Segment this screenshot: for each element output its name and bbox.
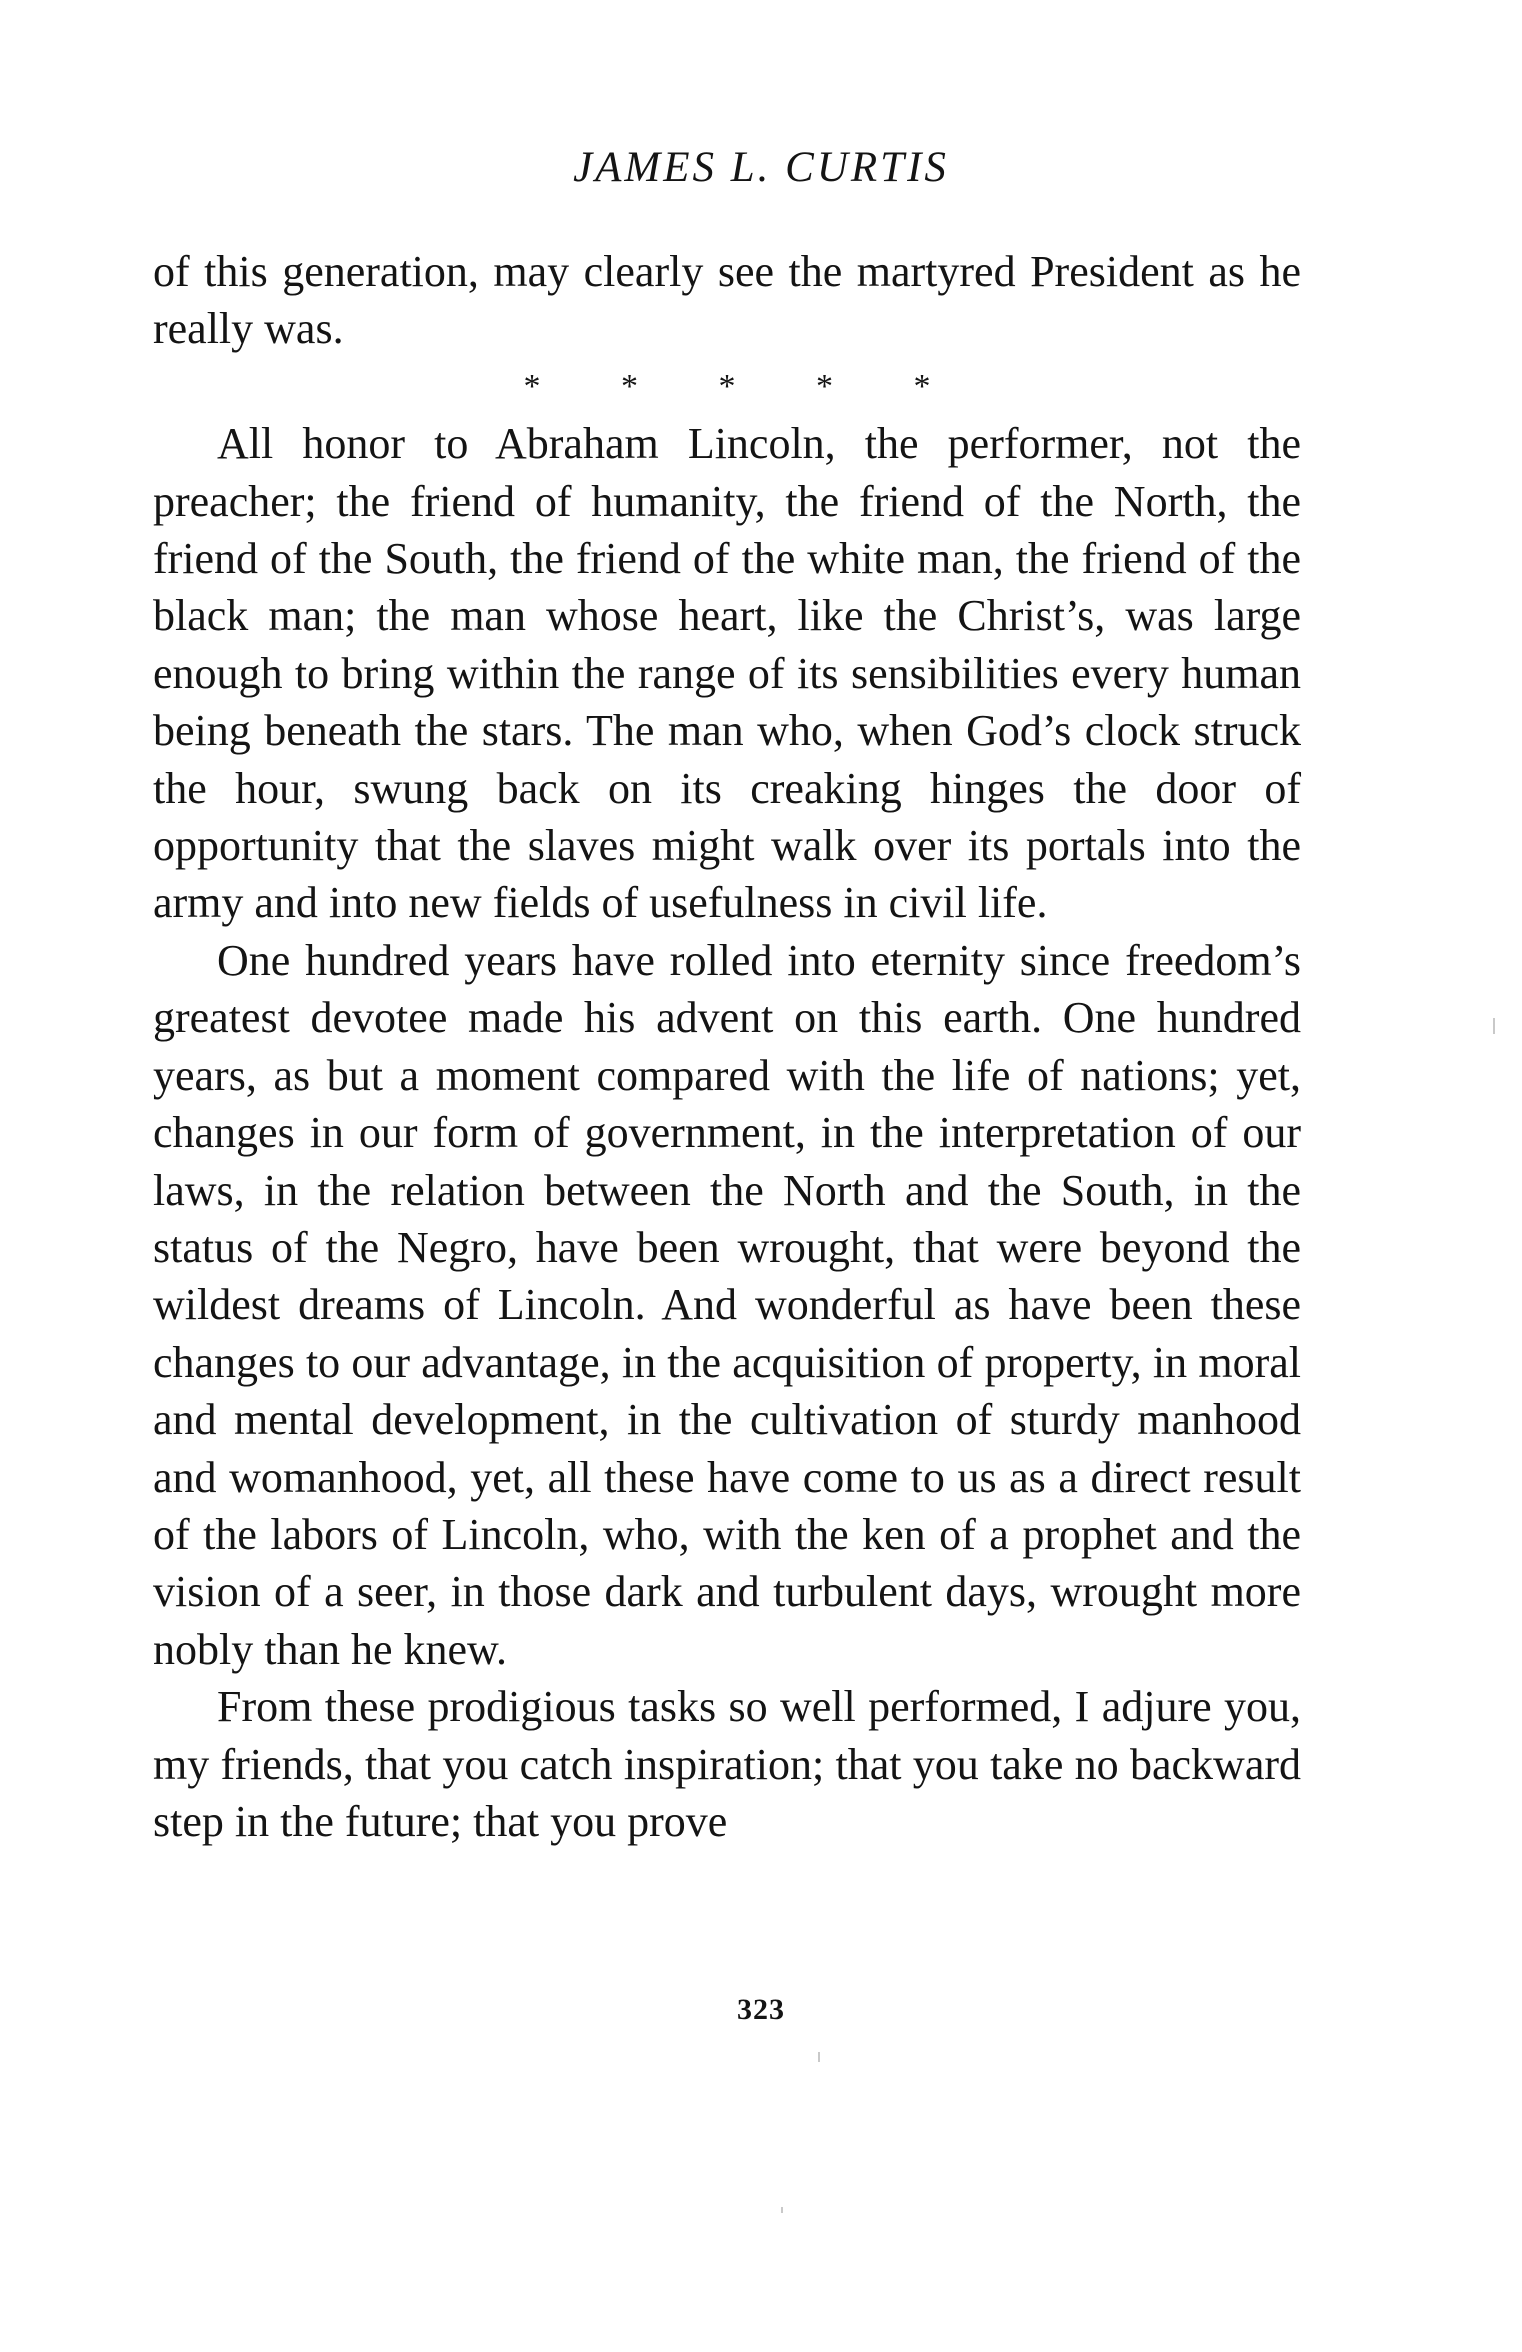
paper-speck [781, 2207, 783, 2213]
page-number: 323 [737, 1993, 785, 2026]
running-title: JAMES L. CURTIS [573, 144, 949, 191]
paper-speck [1493, 1018, 1495, 1034]
page-text [153, 243, 1301, 1850]
section-break-asterisks: * * * * * [523, 367, 967, 405]
paragraph-one-hundred-years: One hundred years have rolled into eternity since freedom’s greatest devotee made his advent on this earth. One hundred years, as but a moment compared with the life of nations; yet, changes in our form of government, in the interpretation of our laws, in the relation between the North and the South, in the status of the Negro, have been wrought, that were beyond the wildest dreams of Lincoln. And wonderful as have been these changes to our advantage, in the acquisition of property, in moral and mental development, in the cultivation of sturdy manhood and womanhood, yet, all these have come to us as a direct result of the labors of Lincoln, who, with the ken of a prophet and the vision of a seer, in those dark and turbulent days, wrought more nobly than he knew. [153, 935, 1301, 1674]
paragraph-lincoln-honor: All honor to Abraham Lincoln, the performer, not the preacher; the friend of humanity, the friend of the North, the friend of the South, the friend of the white man, the friend of the black man; the man whose heart, like the Christ’s, was large enough to bring within the range of its sensibilities every human being beneath the stars. The man who, when God’s clock struck the hour, swung back on its creaking hinges the door of opportunity that the slaves might walk over its portals into the army and into new fields of usefulness in civil life. [153, 419, 1301, 928]
paper-speck [818, 2052, 820, 2062]
paragraph-prodigious-tasks: From these prodigious tasks so well performed, I adjure you, my friends, that you catch inspiration; that you take no backward step in the future; that you prove [153, 1682, 1301, 1846]
continuation-paragraph: of this generation, may clearly see the martyred President as he really was. [153, 247, 1301, 354]
